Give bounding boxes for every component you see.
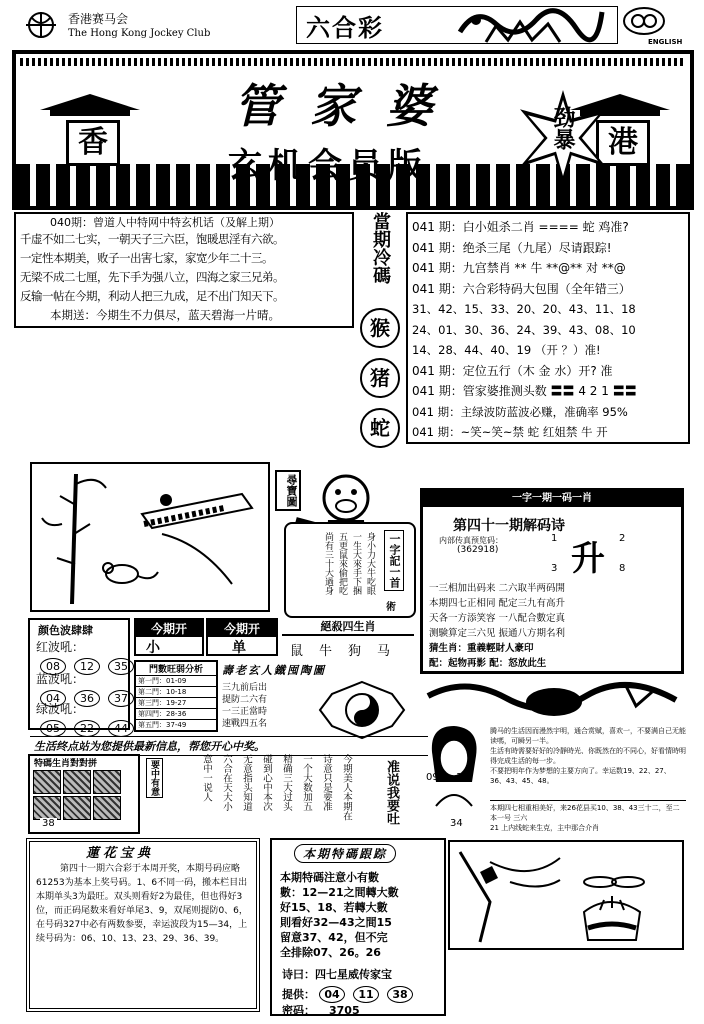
center-column: 今期美人本期在 [341,754,352,821]
lotus-text: 第四十一期六合彩于本周开奖，本期号码应略61253为基本上奖号码。1、6不同一码，搬本栏目出本期单头3为最旺。双头则看好2为最佳，但也得好3位，而正码尾数来看好单尾3、9，双尾则提防0、6，在号码327中必有两数参要，幸运波段为15—34，上续号码为：06、10、13、23、29、36、39。 [36,864,248,944]
decode-num: 2 [619,533,626,544]
zodiac-grid-title: 特碼生肖對對拼 [34,759,98,769]
number-ball: 04 [40,690,66,707]
open-box-2 [206,618,278,656]
poem-line: 本期送：今期生不力俱尽，蓝天碧海一片晴。 [50,308,280,322]
riddle-paragraph: 腾马的生活因而漫然宇明，通合赏赋，喜欢一，不要满自己无能读嗎，可瞬另一半。 [490,727,686,745]
code-label: 密码： [282,1004,315,1017]
tracking-line: 數：12—21之間轉大數 [280,886,399,899]
decode-foot: 猜生肖：重義輕財人豪印 [429,643,534,654]
bamboo-mouse-illustration [32,464,268,610]
prediction-numbers: 31、42、15、33、20、20、43、11、18 [412,302,636,316]
english-button[interactable]: ENGLISH [648,38,683,46]
tracking-line: 本期特碼注意小有數 [280,871,379,884]
open-box-title: 今期开 [208,620,276,637]
predictions-panel [406,212,690,444]
illustration-panel [448,840,684,950]
grid-cell [33,796,61,820]
center-column: 一个大数加五 [301,754,312,811]
code-value: 3705 [329,1004,360,1017]
number-ball: 11 [353,986,379,1003]
decode-lines [429,581,565,671]
number-ball: 38 [387,986,413,1003]
center-text-panel [144,754,366,842]
decode-line: 测験算定三六见 振通八方期名利 [429,628,566,639]
kill-zodiac-title: 絕殺四生肖 [282,618,414,636]
club-name-cn: 香港赛马会 [68,12,129,26]
prediction-line: 041 期：六合彩特码大包围（全年错三） [412,281,631,296]
riddle-foot-line: 21 上内线蛇来生克，主中那合介肖 [490,824,600,832]
lottery-title: 六合彩 [306,14,384,42]
dragon-emblem-icon [456,2,606,46]
number-ball: 05 [40,720,66,737]
supply-label: 提供： [282,988,315,1001]
banner-subtitle: 玄机会员版 [228,146,428,186]
banner-title: 管家婆 [234,79,462,133]
door-row: 第二門：10-18 [136,687,216,698]
riddle-paragraph: 不要把明年作为梦想的主要方向了。幸运数19、22、27、36、43、45、48。 [490,767,671,785]
wave-panel [28,618,130,735]
left-pavilion [40,94,140,174]
poem-line: 一定性本期美，败子一出害七家，家宽少年二十三。 [20,251,273,265]
open-box-1 [134,618,204,656]
zodiac-animal: 马 [377,644,391,659]
treasure-map-label: 尋寶圖 [275,470,301,511]
door-analysis-title: 門數旺弱分析 [136,662,216,676]
zodiac-grid [30,769,138,821]
poem-line: 千虚不如二七实，一朝天子三六臣，饱暖思淫有六欲。 [20,232,284,246]
number-ball: 44 [108,720,134,737]
poem-line: 无梁不成二七厘，先下手为强八立，四海之家三兄弟。 [20,270,284,284]
one-word-verse: 五更鼠來偷把吃 [337,532,347,595]
riddle-foot [490,800,686,833]
prediction-line: 041 期：九宫禁肖 ** 牛 **@** 对 **@ [412,261,626,275]
girl-portrait-icon [422,722,486,812]
tracking-columns [280,870,440,960]
tracking-line: 好15、18、若轉大數 [280,901,388,914]
open-box-value: 单 [232,640,246,656]
one-word-title: 一字記一首 [384,530,404,591]
bagua-title: 壽老玄人鐵囤陶圖 [222,664,326,677]
decode-big-char: 升 [571,539,605,579]
tracking-code [282,1002,360,1018]
decode-header [423,491,681,507]
cold-codes-title: 當期冷碼 [370,212,391,284]
lotus-title: 蓮花宝典 [86,846,155,861]
wave-label: 红波吼： [36,640,85,654]
decode-code: (362918) [457,545,499,555]
open-box-value: 小 [146,640,160,656]
zodiac-grid-panel [28,754,140,834]
cold-code-animal: 猴 [360,308,400,348]
info-banner: 生活终点站为您提供最新信息，帮您开心中奖。 [30,736,428,756]
wave-label: 蓝波吼： [36,672,85,686]
bagua-verse [222,682,267,730]
decode-header-text: 一字一期一码一肖 [512,493,592,504]
number-ball: 37 [108,690,134,707]
yin-yang-icon [314,680,410,740]
poem-line: 反输一帖在今期，利动人把三九成，足不出门知天下。 [20,289,284,303]
bagua-panel [222,662,414,742]
number-ball: 22 [74,720,100,737]
treasure-map-panel [30,462,270,612]
cold-code-animal: 蛇 [360,408,400,448]
zodiac-animal: 狗 [348,644,362,659]
decode-foot: 配：起物再影 配：怒放此生 [429,658,547,669]
door-row: 第三門：19-27 [136,698,216,709]
tracking-panel [270,838,446,1016]
number-ball: 08 [40,658,66,675]
wave-title: 颜色波肆肆 [38,624,93,637]
wave-label: 绿波吼： [36,702,85,716]
door-row: 第四門：28-36 [136,709,216,720]
prediction-numbers: 24、01、30、36、24、39、43、08、10 [412,322,636,337]
grid-cell [63,770,91,794]
center-column: 碰到心中本次 [261,754,272,811]
swirl-illustration [426,676,686,720]
zodiac-animal: 鼠 [290,644,304,659]
prediction-line: 041 期：定位五行（木 金 水）开? 准 [412,363,613,378]
kill-zodiac-panel [282,618,414,658]
decode-num: 3 [551,563,558,574]
poem-heading: 040期：曾道人中特网中特玄机话（及解上期） [50,216,280,229]
center-badge: 要中有意 [146,758,163,798]
riddle-foot-line: 本期四七相重相美好，来26花县买10、38、43三十二，至二本一号 三六 [490,804,680,822]
one-word-panel [284,522,416,618]
number-ball: 12 [74,658,100,675]
number-ball: 36 [74,690,100,707]
bagua-verse-line: 速戰四五名 [222,719,268,729]
tracking-supply [282,986,417,1003]
right-badge: 港 [596,120,650,166]
open-box-title: 今期开 [136,620,202,637]
prediction-numbers: 14、28、44、40、19 （开 ？）准! [412,343,601,357]
prediction-line: 041 期：绝杀三尾（九尾）尽请跟踪! [412,240,612,255]
tracking-line: 則看好32—43之間15 [280,916,392,929]
banner-frieze-top [20,58,686,66]
decode-line: 一三相加出码来 二六取半两码開 [429,583,566,594]
scroll-and-urn-illustration [450,842,682,948]
riddle-number: 17 [456,772,469,783]
prediction-line: 041 期：~笑~笑~禁 蛇 红姐禁 牛 开 [412,425,608,439]
grid-cell [63,796,91,820]
door-analysis-panel [134,660,218,732]
decode-num: 8 [619,563,626,574]
club-name-en: The Hong Kong Jockey Club [68,28,211,39]
cold-codes [358,212,406,442]
decode-sub: 内部传真预览码： [439,536,503,545]
one-word-subtitle: 術 [386,602,396,613]
center-column: 意中一说人 [201,754,212,802]
tracking-title: 本期特碼跟踪 [294,844,396,863]
wave-row [36,700,138,737]
banner [12,50,694,210]
one-word-verse: 身小力大牛吃眼 [365,532,375,595]
decode-title: 第四十一期解码诗 [453,518,565,534]
center-column: 精确三大过头 [281,754,292,811]
one-word-verse: 尚有三十大過身 [323,532,333,595]
burst-text: 劲暴 [550,106,576,150]
grid-cell [33,770,61,794]
center-column: 诗意只是要准 [321,754,332,811]
prediction-line: 041 期：管家婆推测头数 〓〓 4 2 1 〓〓 [412,384,637,398]
prediction-line: 041 期：主绿波防蓝波必赚，准确率 95% [412,404,628,419]
number-ball: 04 [319,986,345,1003]
jockey-club-logo-icon [20,8,62,42]
decode-line: 本期四七正相同 配定三九有高升 [429,598,566,609]
door-row: 第一門：01-09 [136,676,216,687]
prediction-line: 041 期：白小姐杀二肖 ==== 蛇 鸡准? [412,220,629,234]
decode-panel [420,488,684,674]
riddle-text [490,726,686,786]
poem-panel [14,212,354,328]
tracking-poem: 诗曰：四七星威传家宝 [282,968,392,981]
door-row: 第五門：37-49 [138,721,187,729]
wave-balls [36,717,138,737]
kill-zodiac-animals [282,636,414,659]
riddle-number: 34 [450,818,463,829]
grid-cell [93,770,121,794]
center-column: 六合在天大小 [221,754,232,811]
number-ball: 35 [108,658,134,675]
riddle-number: 09 [426,772,439,783]
riddle-panel [420,676,690,838]
grid-cell [93,796,121,820]
cold-code-animal: 猪 [360,358,400,398]
tracking-line: 留意37、42，但不完 [280,931,388,944]
bagua-verse-line: 三九前后出 [222,683,268,693]
side-label: 准说我要吐 [384,760,399,825]
mark-six-logo-icon [622,6,666,36]
decode-num: 1 [551,533,558,544]
lotus-panel [26,838,260,1012]
one-word-verse: 一生大來手下捆 [351,532,361,595]
header-bar [0,0,704,50]
tracking-line: 全排除07、26。26 [280,946,381,959]
decode-line: 天各一方添笑容 一八配合數定真 [429,613,566,624]
left-badge: 香 [66,120,120,166]
zodiac-grid-number: 38 [42,818,55,829]
bagua-verse-line: 提防二六有 [222,695,268,705]
zodiac-animal: 牛 [319,644,333,659]
bagua-verse-line: 一三正當時 [222,707,268,717]
riddle-paragraph: 生活有時需要好好的冷靜時光、你既然在的不同心，好看情時明得完成生活的每一步。 [490,747,686,765]
center-column: 无意指头知道 [241,754,252,811]
